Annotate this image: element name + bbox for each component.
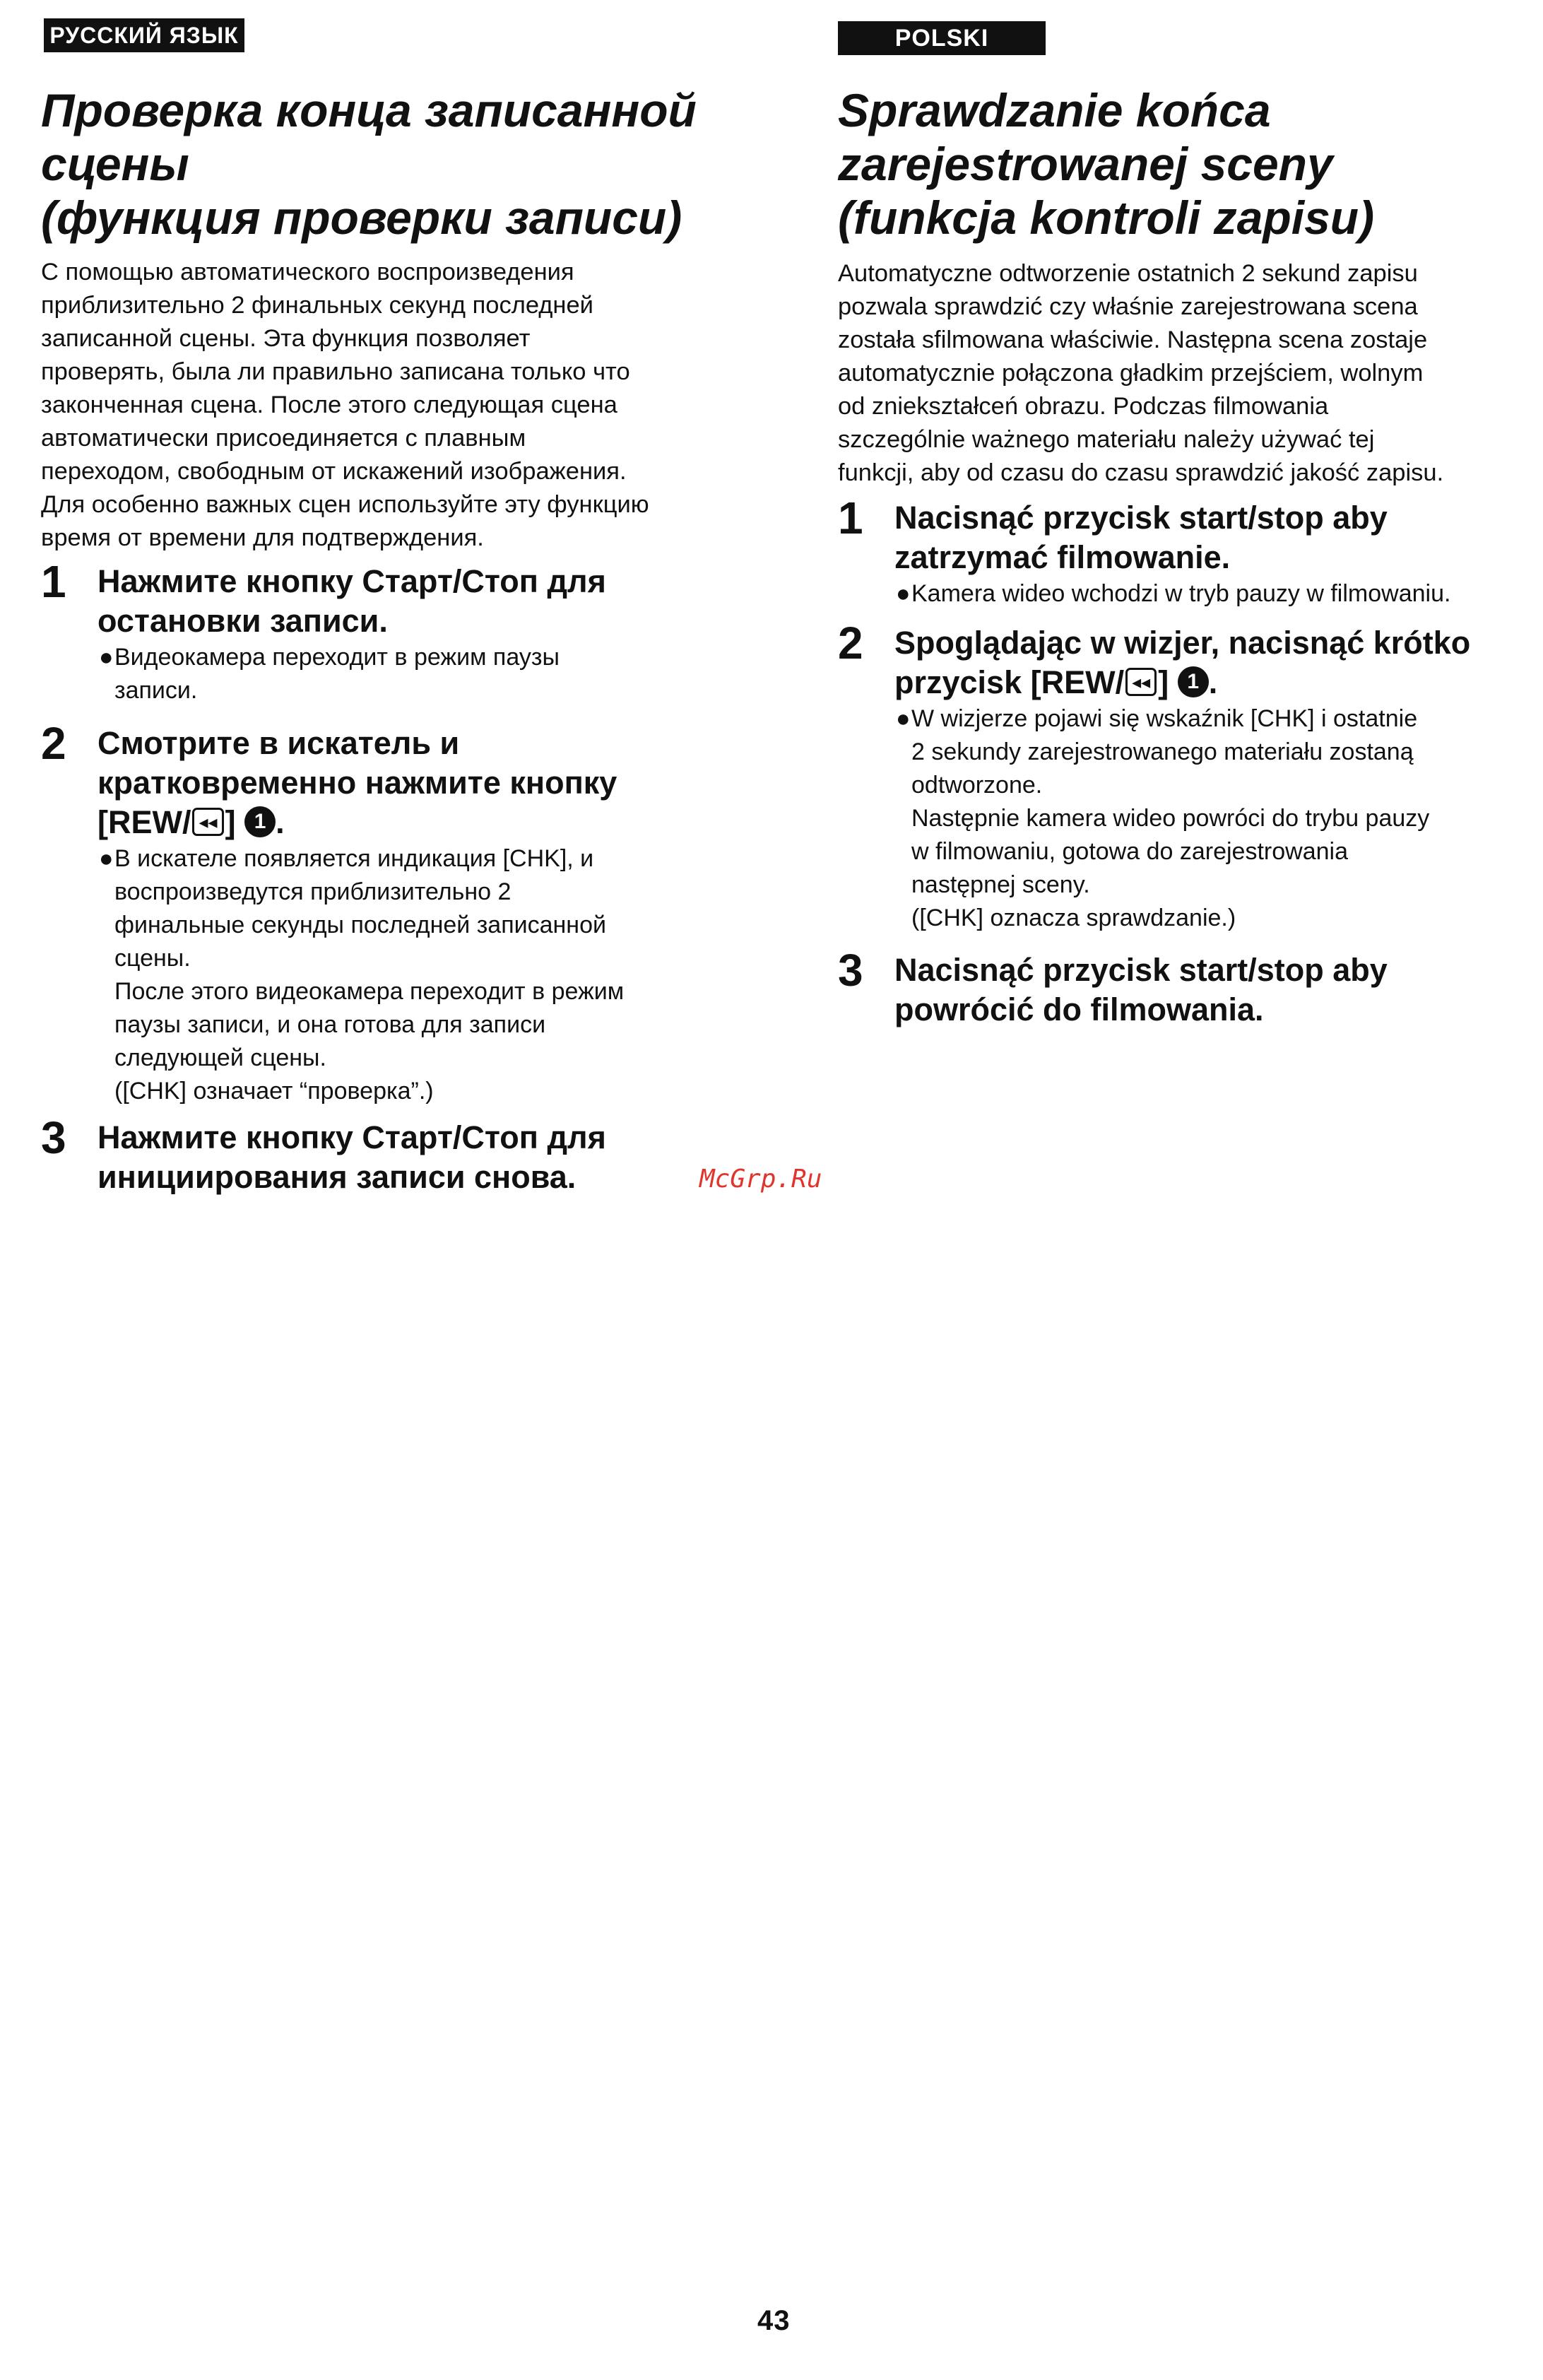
step-number: 3: [838, 945, 863, 996]
watermark: McGrp.Ru: [699, 1165, 822, 1194]
intro-line: pozwala sprawdzić czy właśnie zarejestrowana scena: [838, 293, 1418, 320]
page-number: 43: [757, 2305, 791, 2336]
step-notes: [99, 641, 747, 707]
rewind-icon: ◂◂: [192, 808, 223, 836]
bullet-continuation: записи.: [114, 677, 198, 704]
section-title-polish: [838, 83, 1516, 245]
intro-line: С помощью автоматического воспроизведения: [41, 259, 574, 285]
title-line: (функция проверки записи): [41, 192, 682, 244]
step-number: 1: [41, 556, 66, 607]
note-line: следующей сцены.: [114, 1044, 326, 1071]
intro-line: автоматически присоединяется с плавным: [41, 425, 526, 452]
step-2-russian: [41, 718, 747, 1108]
bullet-item: ● В искателе появляется индикация [CHK], и: [99, 842, 747, 876]
note-line: паузы записи, и она готова для записи: [114, 1011, 546, 1038]
intro-line: записанной сцены. Эта функция позволяет: [41, 325, 531, 352]
bullet-dot-icon: ●: [896, 580, 911, 607]
step-2-polish: [838, 618, 1516, 935]
intro-line: automatycznie połączona gładkim przejściem, wolnym: [838, 360, 1424, 387]
callout-number-1-icon: 1: [244, 806, 276, 837]
step-notes: [896, 577, 1516, 611]
step-1-polish: [838, 493, 1516, 611]
intro-line: законченная сцена. После этого следующая сцена: [41, 391, 617, 418]
bullet-item: ● W wizjerze pojawi się wskaźnik [CHK] i ostatnie: [896, 702, 1516, 736]
step-heading: Nacisnąć przycisk start/stop aby zatrzymać filmowanie.: [894, 500, 1388, 575]
step-heading: Нажмите кнопку Старт/Стоп для инициирования записи снова.: [97, 1119, 606, 1195]
step-heading: Spoglądając w wizjer, nacisnąć krótko przycisk [REW/ ◂◂ ] 1 .: [894, 625, 1471, 700]
bullet-continuation: воспроизведутся приблизительно 2: [114, 878, 512, 905]
bullet-dot-icon: ●: [99, 845, 114, 872]
bullet-dot-icon: ●: [896, 705, 911, 732]
title-line: сцены: [41, 138, 189, 190]
title-line: Проверка конца записанной: [41, 84, 697, 136]
rewind-icon: ◂◂: [1125, 668, 1157, 696]
intro-line: Для особенно важных сцен используйте эту функцию: [41, 491, 649, 518]
step-3-russian: [41, 1112, 747, 1197]
language-tab-polish: POLSKI: [838, 21, 1046, 55]
step-heading: Смотрите в искатель и кратковременно нажмите кнопку [REW/ ◂◂ ] 1 .: [97, 725, 617, 840]
intro-paragraph-russian: [41, 256, 747, 555]
step-heading: Nacisnąć przycisk start/stop aby powrócić do filmowania.: [894, 952, 1388, 1027]
step-number: 2: [41, 718, 66, 769]
bullet-continuation: сцены.: [114, 945, 191, 972]
step-number: 1: [838, 493, 863, 543]
intro-line: została sfilmowana właściwie. Następna scena zostaje: [838, 326, 1428, 353]
intro-line: szczególnie ważnego materiału należy używać tej: [838, 426, 1375, 453]
title-line: zarejestrowanej sceny: [838, 138, 1333, 190]
note-line: następnej sceny.: [911, 871, 1090, 898]
intro-line: funkcji, aby od czasu do czasu sprawdzić jakość zapisu.: [838, 459, 1444, 486]
bullet-continuation: финальные секунды последней записанной: [114, 912, 606, 938]
note-line: После этого видеокамера переходит в режим: [114, 978, 625, 1005]
note-line: ([CHK] означает “проверка”.): [114, 1078, 434, 1104]
intro-line: проверять, была ли правильно записана только что: [41, 358, 630, 385]
bullet-continuation: odtworzone.: [911, 772, 1043, 799]
title-line: (funkcja kontroli zapisu): [838, 192, 1375, 244]
note-line: w filmowaniu, gotowa do zarejestrowania: [911, 838, 1348, 865]
bullet-item: ● Видеокамера переходит в режим паузы: [99, 641, 747, 674]
bullet-item: ● Kamera wideo wchodzi w tryb pauzy w filmowaniu.: [896, 577, 1516, 611]
step-number: 2: [838, 618, 863, 668]
intro-line: Automatyczne odtworzenie ostatnich 2 sekund zapisu: [838, 260, 1418, 287]
intro-line: приблизительно 2 финальных секунд последней: [41, 292, 593, 319]
intro-line: od zniekształceń obrazu. Podczas filmowania: [838, 393, 1329, 420]
note-line: Następnie kamera wideo powróci do trybu pauzy: [911, 805, 1430, 832]
intro-line: время от времени для подтверждения.: [41, 524, 484, 551]
step-1-russian: [41, 556, 747, 707]
step-number: 3: [41, 1112, 66, 1163]
callout-number-1-icon: 1: [1178, 666, 1209, 697]
section-title-russian: [41, 83, 747, 245]
step-3-polish: [838, 945, 1516, 1030]
intro-paragraph-polish: [838, 257, 1516, 490]
note-line: ([CHK] oznacza sprawdzanie.): [911, 905, 1236, 931]
title-line: Sprawdzanie końca: [838, 84, 1271, 136]
bullet-dot-icon: ●: [99, 644, 114, 671]
bullet-continuation: 2 sekundy zarejestrowanego materiału zostaną: [911, 738, 1414, 765]
step-notes: [896, 702, 1516, 935]
step-heading: Нажмите кнопку Старт/Стоп для остановки записи.: [97, 563, 606, 639]
intro-line: переходом, свободным от искажений изображения.: [41, 458, 627, 485]
step-notes: [99, 842, 747, 1108]
language-tab-russian: РУССКИЙ ЯЗЫК: [44, 18, 244, 52]
